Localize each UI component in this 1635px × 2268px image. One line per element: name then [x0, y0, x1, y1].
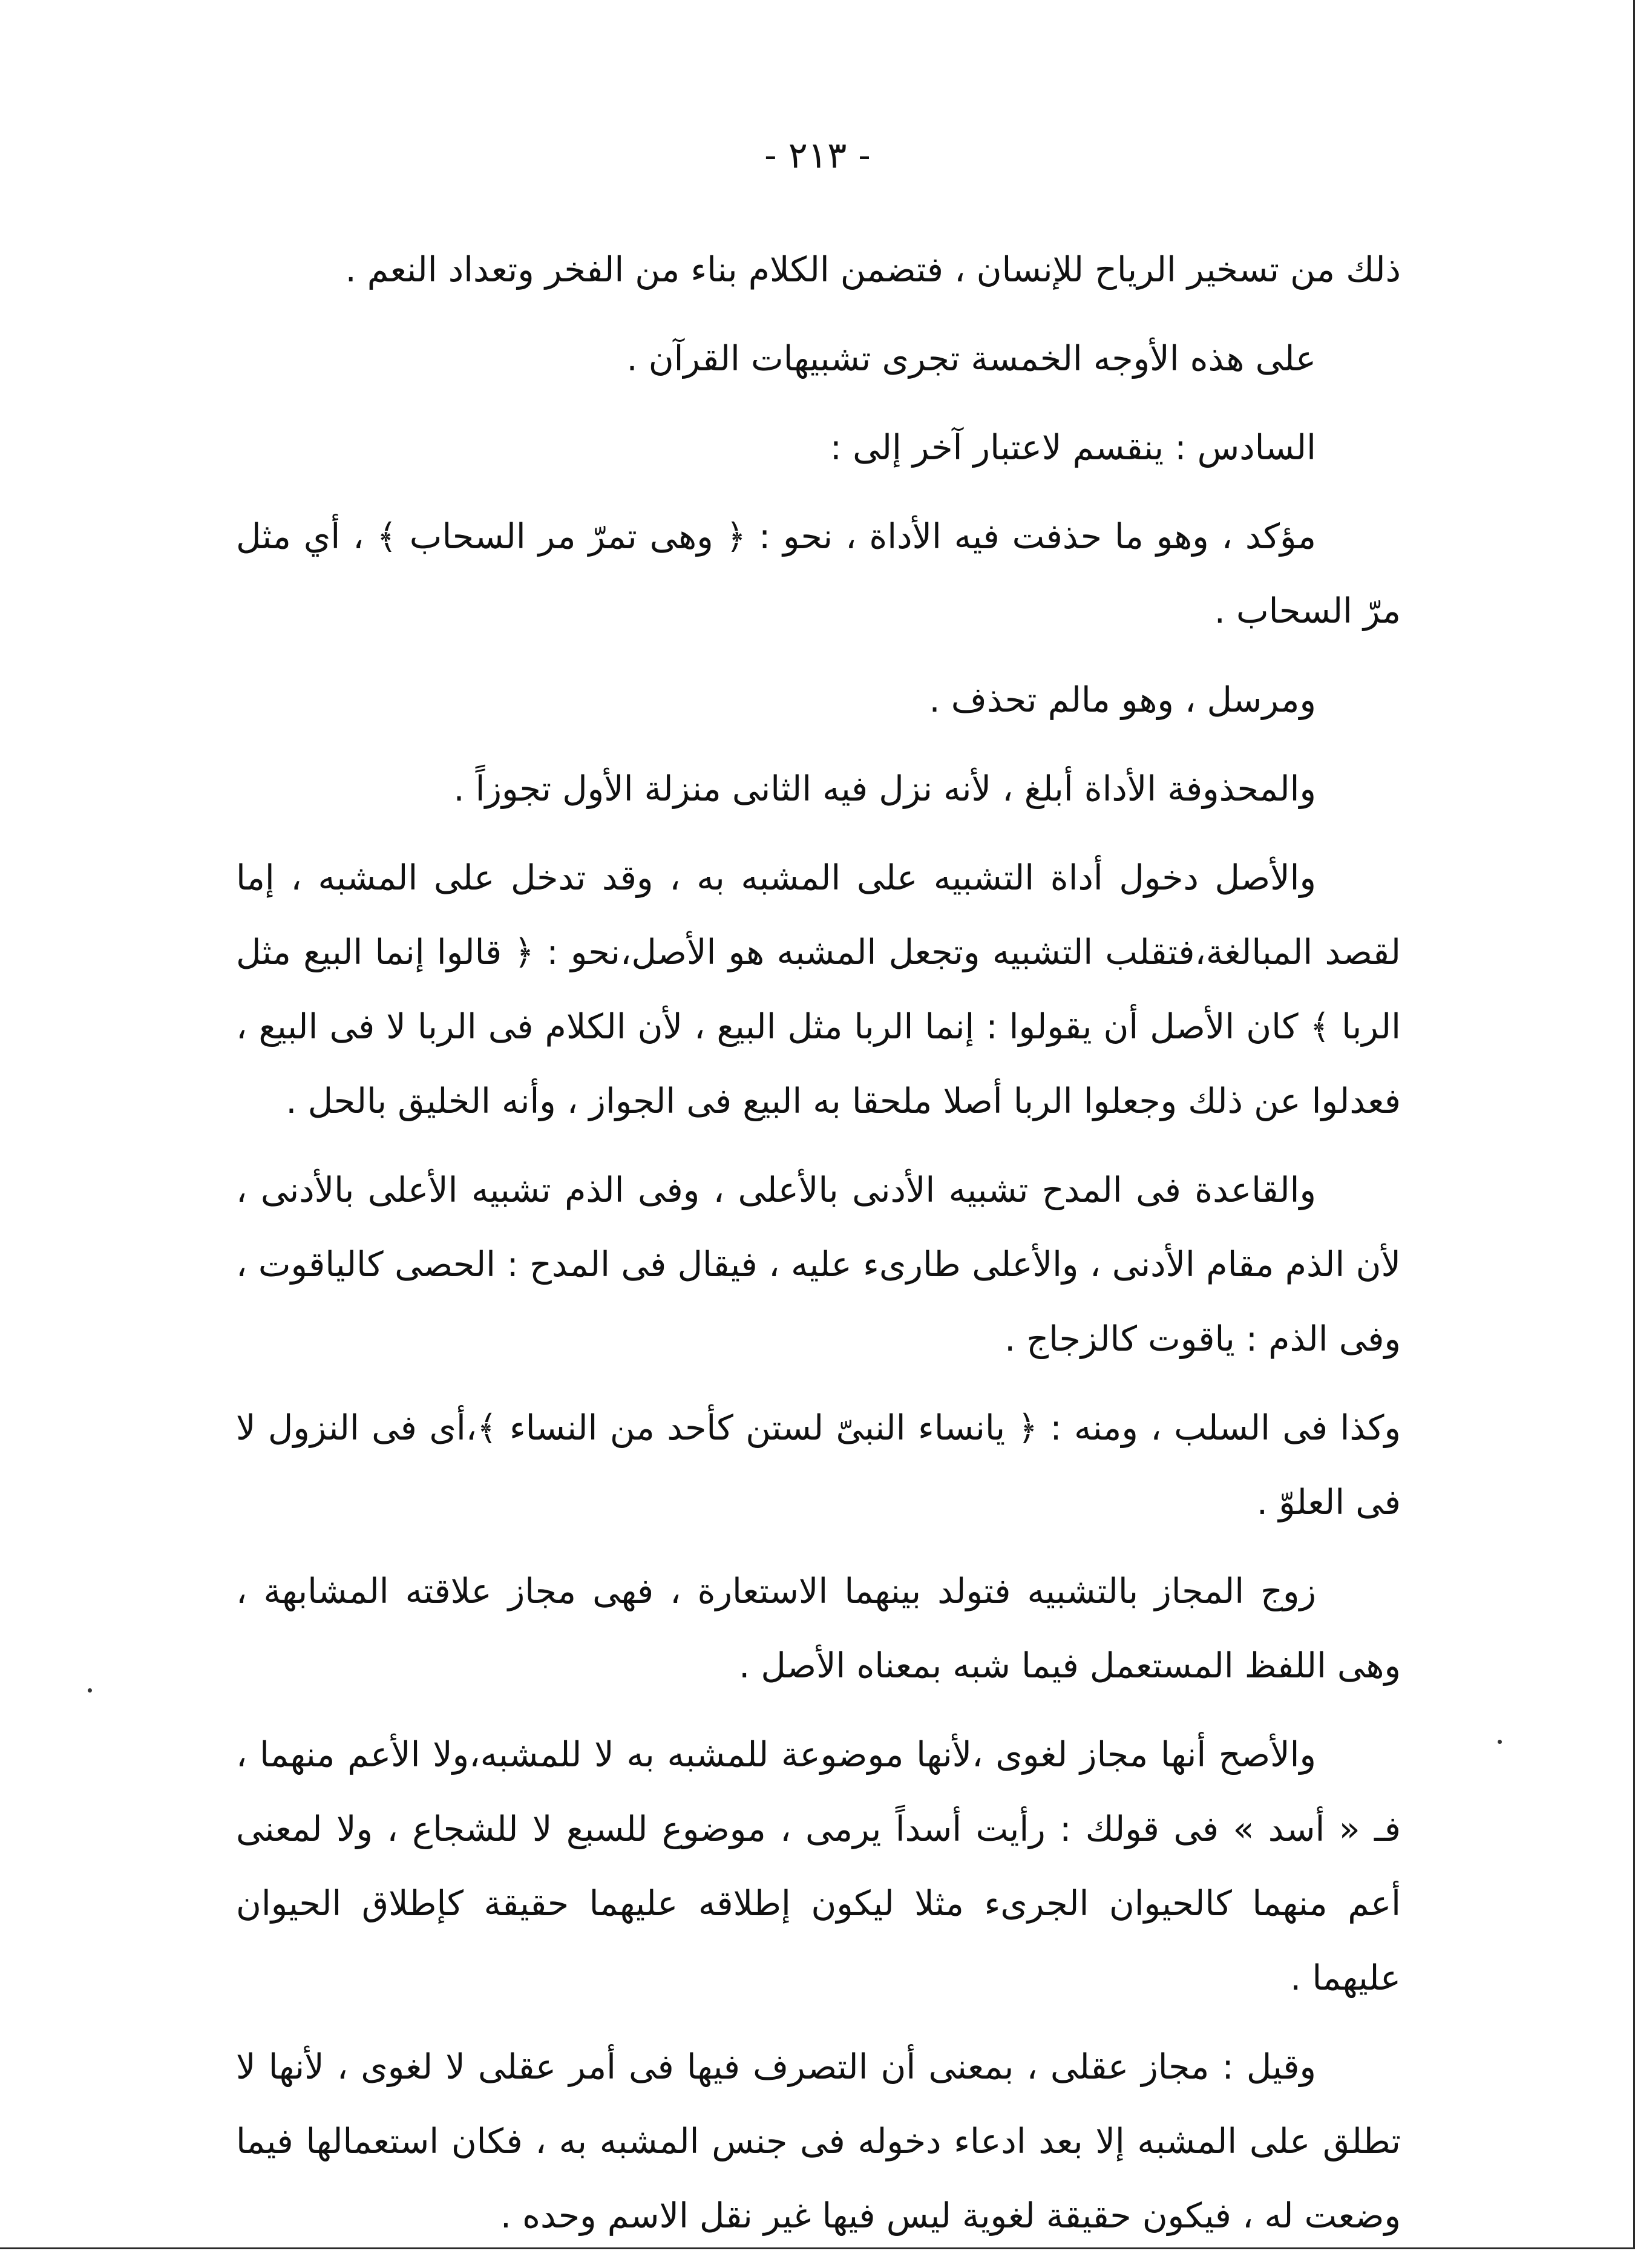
- paragraph-3: السادس : ينقسم لاعتبار آخر إلى :: [830, 428, 1316, 468]
- paragraph-11: والأصح أنها مجاز لغوى ،لأنها موضوعة للمشبه به لا للمشبه،ولا الأعم منهما ، فـ « أسد » فى قولك : رأيت أسداً يرمى ، موضوع للسبع لا للشجاع ، ولا لمعنى أعم منهما كالحيوان الجرىء مثلا ليكون إطلاقه عليهما حقيقة كإطلاق الحيوان عليهما .: [236, 1735, 1401, 1998]
- paragraph-10: زوج المجاز بالتشبيه فتولد بينهما الاستعارة ، فهى مجاز علاقته المشابهة ، وهى اللفظ المستعمل فيما شبه بمعناه الأصل .: [236, 1572, 1401, 1686]
- paragraph-2: على هذه الأوجه الخمسة تجرى تشبيهات القرآن .: [626, 339, 1316, 379]
- paragraph-9: وكذا فى السلب ، ومنه : ﴿ يانساء النبىّ لستن كأحد من النساء ﴾،أى فى النزول لا فى العلوّ .: [236, 1408, 1401, 1522]
- paragraph-8: والقاعدة فى المدح تشبيه الأدنى بالأعلى ، وفى الذم تشبيه الأعلى بالأدنى ، لأن الذم مقام الأدنى ، والأعلى طارىء عليه ، فيقال فى المدح : الحصى كالياقوت ، وفى الذم : ياقوت كالزجاج .: [236, 1170, 1401, 1359]
- scan-speck: [1498, 1740, 1502, 1744]
- page-number: - ٢١٣ -: [764, 134, 871, 177]
- paragraph-1: ذلك من تسخير الرياح للإنسان ، فتضمن الكلام بناء من الفخر وتعداد النعم .: [345, 250, 1401, 290]
- paragraph-12: وقيل : مجاز عقلى ، بمعنى أن التصرف فيها فى أمر عقلى لا لغوى ، لأنها لا تطلق على المشبه إلا بعد ادعاء دخوله فى جنس المشبه به ، فكان استعمالها فيما وضعت له ، فيكون حقيقة لغوية ليس فيها غير نقل الاسم وحده .: [236, 2047, 1401, 2236]
- paragraph-7: والأصل دخول أداة التشبيه على المشبه به ، وقد تدخل على المشبه ، إما لقصد المبالغة،فتقلب التشبيه وتجعل المشبه هو الأصل،نحو : ﴿ قالوا إنما البيع مثل الربا ﴾ كان الأصل أن يقولوا : إنما الربا مثل البيع ، لأن الكلام فى الربا لا فى البيع ، فعدلوا عن ذلك وجعلوا الربا أصلا ملحقا به البيع فى الجواز ، وأنه الخليق بالحل .: [236, 858, 1401, 1121]
- scan-speck: [88, 1688, 92, 1693]
- paragraph-6: والمحذوفة الأداة أبلغ ، لأنه نزل فيه الثانى منزلة الأول تجوزاً .: [453, 769, 1316, 809]
- body-text: [236, 233, 1401, 2268]
- paragraph-4: مؤكد ، وهو ما حذفت فيه الأداة ، نحو : ﴿ وهى تمرّ مر السحاب ﴾ ، أي مثل مرّ السحاب .: [236, 517, 1401, 631]
- paragraph-5: ومرسل ، وهو مالم تحذف .: [929, 680, 1316, 720]
